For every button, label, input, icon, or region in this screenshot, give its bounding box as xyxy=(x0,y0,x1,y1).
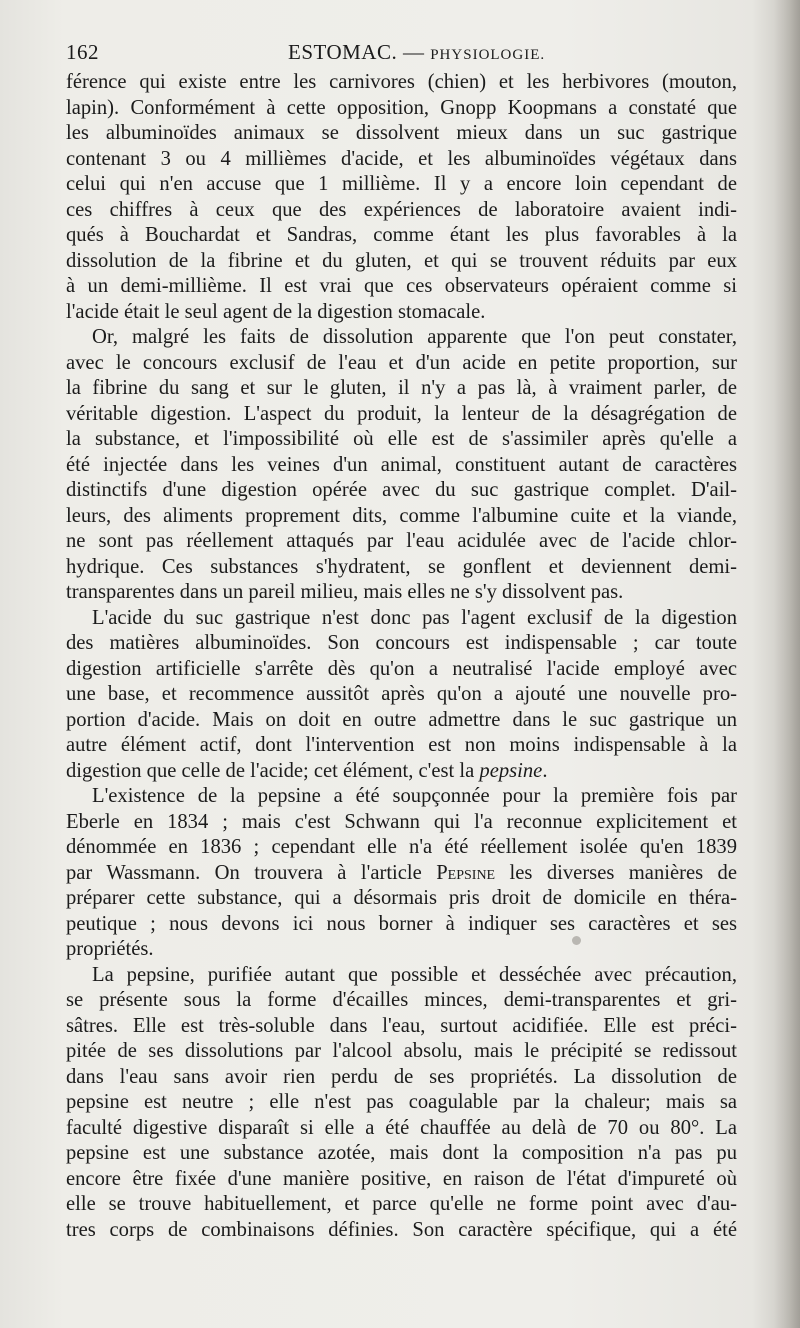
page-edge-shadow xyxy=(774,0,800,1328)
text-line-content: l'acide était le seul agent de la digestion stomacale. xyxy=(66,300,486,323)
text-line-content: L'existence de la pepsine a été soupçonnée pour la première fois par xyxy=(92,785,737,807)
text-line xyxy=(66,70,737,96)
text-line-content: propriétés. xyxy=(66,938,154,960)
text-line xyxy=(66,861,737,887)
text-line-content: faculté digestive disparaît si elle a été chauffée au delà de 70 ou 80°. La xyxy=(66,1116,737,1139)
text-line xyxy=(66,682,737,708)
text-line-content: qués à Bouchardat et Sandras, comme étant les plus favorables à la xyxy=(66,224,737,246)
text-line-content: Or, malgré les faits de dissolution apparente que l'on peut constater, xyxy=(92,326,737,348)
text-line xyxy=(66,1218,737,1244)
text-line-content: lapin). Conformément à cette opposition, Gnopp Koopmans a constaté que xyxy=(66,96,737,119)
text-line-content: par Wassmann. On trouvera à l'article xyxy=(66,861,437,884)
ink-spot xyxy=(572,936,581,945)
text-line-content: se présente sous la forme d'écailles minces, demi-transparentes et gri- xyxy=(66,989,737,1011)
text-line-content: dans l'eau sans avoir rien perdu de ses propriétés. La dissolution de xyxy=(66,1065,737,1088)
text-line-content: tres corps de combinaisons définies. Son caractère spécifique, qui a été xyxy=(66,1218,737,1241)
text-line-content: portion d'acide. Mais on doit en outre admettre dans le suc gastrique un xyxy=(66,708,737,731)
text-line-content: véritable digestion. L'aspect du produit, la lenteur de la désagrégation de xyxy=(66,402,737,425)
text-line-continuation: . xyxy=(542,759,548,782)
text-line-continuation: les diverses manières de xyxy=(495,861,737,884)
text-line-content: été injectée dans les veines d'un animal, constituent autant de caractères xyxy=(66,453,737,476)
text-line-content: la fibrine du sang et sur le gluten, il n'y a pas là, à vraiment parler, de xyxy=(66,377,737,399)
text-line xyxy=(66,759,737,785)
text-line-content: dénommée en 1836 ; cependant elle n'a été réellement isolée qu'en 1839 xyxy=(66,836,737,858)
text-line xyxy=(66,504,737,530)
text-line xyxy=(66,810,737,836)
text-line xyxy=(66,784,737,810)
text-line xyxy=(66,1065,737,1091)
text-line xyxy=(66,835,737,861)
emphasized-term: pepsine xyxy=(479,759,543,782)
text-line-content: férence qui existe entre les carnivores (chien) et les herbivores (mouton, xyxy=(66,71,737,93)
text-line-content: celui qui n'en accuse que 1 millième. Il y a encore loin cependant de xyxy=(66,173,737,195)
text-line-content: à un demi-millième. Il est vrai que ces observateurs opéraient comme si xyxy=(66,275,737,297)
text-line xyxy=(66,937,737,963)
text-line xyxy=(66,300,737,326)
text-line xyxy=(66,376,737,402)
text-line-content: une base, et recommence aussitôt après qu'on a ajouté une nouvelle pro- xyxy=(66,683,737,705)
text-line xyxy=(66,427,737,453)
text-line xyxy=(66,351,737,377)
text-line-content: peutique ; nous devons ici nous borner à indiquer ses caractères et ses xyxy=(66,912,737,935)
text-line-content: dissolution de la fibrine et du gluten, et qui se trouvent réduits par eux xyxy=(66,249,737,272)
text-line xyxy=(66,1192,737,1218)
header-title: ESTOMAC. — xyxy=(288,40,431,64)
text-line-content: pepsine est une substance azotée, mais dont la composition n'a pas pu xyxy=(66,1142,737,1164)
text-line-content: sâtres. Elle est très-soluble dans l'eau, surtout acidifiée. Elle est préci- xyxy=(66,1014,737,1037)
text-line xyxy=(66,249,737,275)
text-line xyxy=(66,172,737,198)
text-line-content: hydrique. Ces substances s'hydratent, se gonflent et deviennent demi- xyxy=(66,555,737,578)
text-line xyxy=(66,1039,737,1065)
text-line-content: elle se trouve habituellement, et parce qu'elle ne forme point avec d'au- xyxy=(66,1193,737,1215)
text-line-content: avec le concours exclusif de l'eau et d'un acide en petite proportion, sur xyxy=(66,351,737,374)
text-line xyxy=(66,606,737,632)
text-line xyxy=(66,657,737,683)
body-text xyxy=(66,70,737,1243)
text-line xyxy=(66,1141,737,1167)
text-line xyxy=(66,1167,737,1193)
running-title xyxy=(288,40,545,65)
text-line xyxy=(66,198,737,224)
text-line-content: préparer cette substance, qui a désormais pris droit de domicile en théra- xyxy=(66,887,737,909)
text-line xyxy=(66,580,737,606)
text-line xyxy=(66,963,737,989)
text-line xyxy=(66,988,737,1014)
text-line xyxy=(66,96,737,122)
text-line xyxy=(66,708,737,734)
running-header xyxy=(66,40,736,68)
text-line xyxy=(66,325,737,351)
text-line xyxy=(66,121,737,147)
text-line xyxy=(66,223,737,249)
text-line xyxy=(66,529,737,555)
text-line-content: leurs, des aliments proprement dits, comme l'albumine cuite et la viande, xyxy=(66,504,737,527)
text-line xyxy=(66,912,737,938)
text-line xyxy=(66,1014,737,1040)
text-line-content: La pepsine, purifiée autant que possible et desséchée avec précaution, xyxy=(92,963,737,986)
text-line-content: la substance, et l'impossibilité où elle est de s'assimiler après qu'elle a xyxy=(66,428,737,450)
text-line-content: distinctifs d'une digestion opérée avec du suc gastrique complet. D'ail- xyxy=(66,479,737,501)
text-line xyxy=(66,147,737,173)
text-line-content: ces chiffres à ceux que des expériences de laboratoire avaient indi- xyxy=(66,198,737,221)
text-line-content: autre élément actif, dont l'intervention est non moins indispensable à la xyxy=(66,734,737,756)
text-line xyxy=(66,478,737,504)
text-line xyxy=(66,453,737,479)
text-line xyxy=(66,733,737,759)
text-line xyxy=(66,274,737,300)
text-line-content: pitée de ses dissolutions par l'alcool absolu, mais le précipité se redissout xyxy=(66,1040,737,1062)
text-line-content: ne sont pas réellement attaqués par l'eau acidulée avec de l'acide chlor- xyxy=(66,530,737,552)
text-line-content: L'acide du suc gastrique n'est donc pas l'agent exclusif de la digestion xyxy=(92,606,737,629)
text-line-content: contenant 3 ou 4 millièmes d'acide, et les albuminoïdes végétaux dans xyxy=(66,147,737,170)
cross-reference: Pepsine xyxy=(436,861,496,884)
text-line xyxy=(66,1090,737,1116)
header-subtitle: PHYSIOLOGIE. xyxy=(430,47,546,63)
text-line-content: les albuminoïdes animaux se dissolvent mieux dans un suc gastrique xyxy=(66,122,737,144)
text-line-content: encore être fixée d'une manière positive, en raison de l'état d'impureté où xyxy=(66,1167,737,1190)
text-line-content: digestion que celle de l'acide; cet élément, c'est la xyxy=(66,759,480,782)
text-line xyxy=(66,1116,737,1142)
page-number: 162 xyxy=(66,40,99,64)
text-line xyxy=(66,555,737,581)
text-line-content: pepsine est neutre ; elle n'est pas coagulable par la chaleur; mais sa xyxy=(66,1091,737,1113)
text-line-content: digestion artificielle s'arrête dès qu'on a neutralisé l'acide employé avec xyxy=(66,657,737,680)
text-line xyxy=(66,886,737,912)
text-line-content: transparentes dans un pareil milieu, mais elles ne s'y dissolvent pas. xyxy=(66,581,624,603)
text-line-content: des matières albuminoïdes. Son concours est indispensable ; car toute xyxy=(66,632,737,654)
text-line xyxy=(66,402,737,428)
text-line xyxy=(66,631,737,657)
text-line-content: Eberle en 1834 ; mais c'est Schwann qui l'a reconnue explicitement et xyxy=(66,810,737,833)
